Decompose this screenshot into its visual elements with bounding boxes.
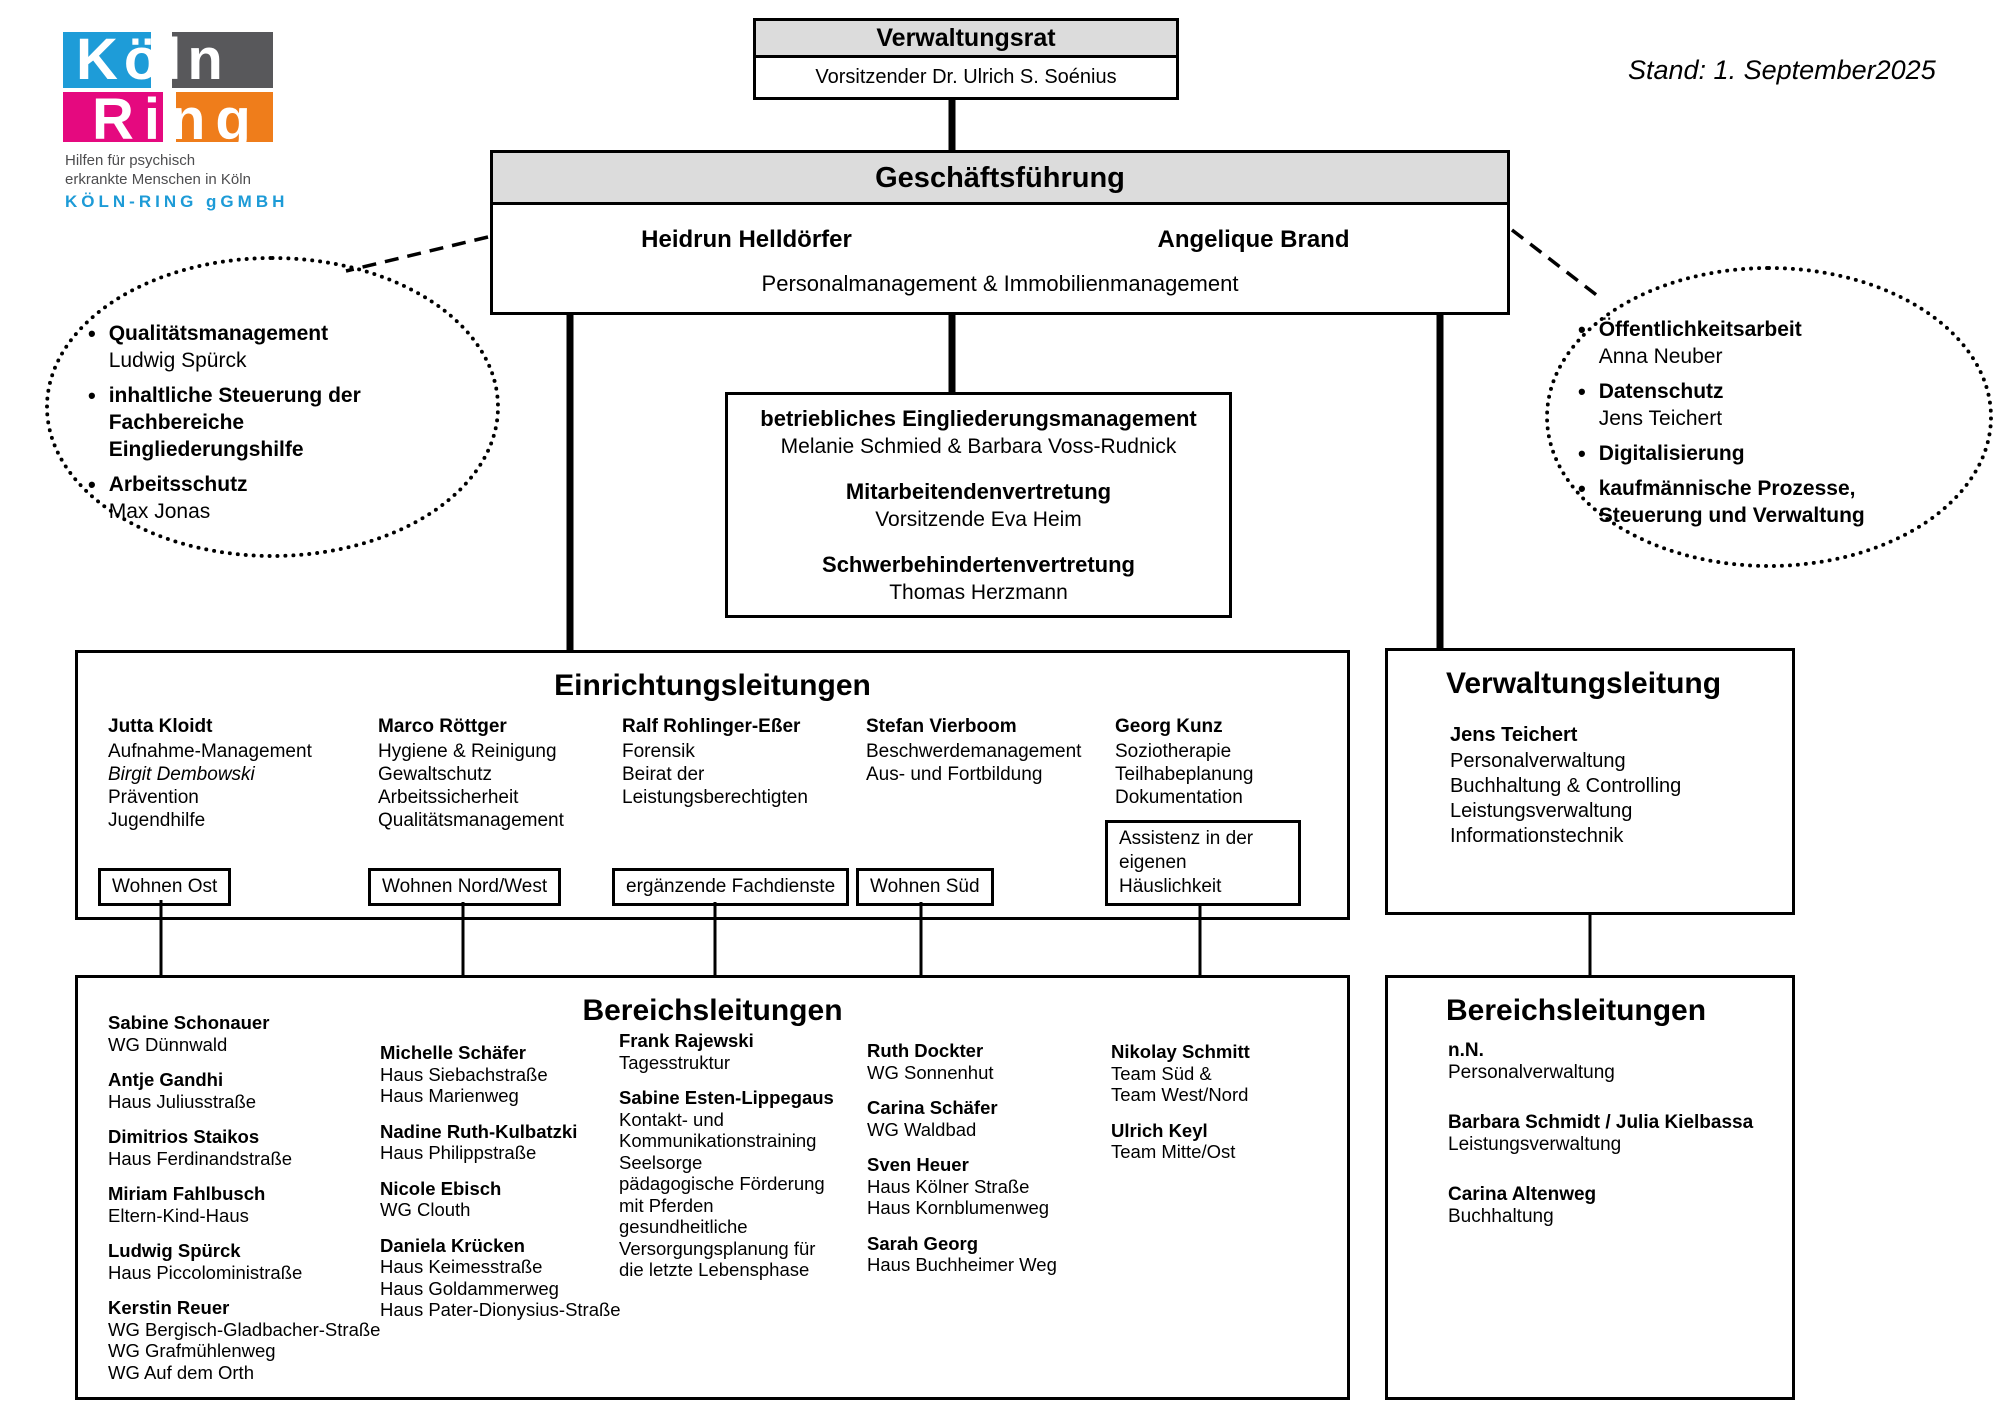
staff-section [728, 478, 1229, 534]
person-entry [867, 1097, 1057, 1140]
bubble-item-content [1599, 440, 1745, 467]
person-entry [619, 1030, 834, 1073]
person-responsibilities [1115, 740, 1370, 809]
person-name: Ralf Rohlinger-Eßer [622, 716, 801, 737]
logo-word-koeln: Köln [76, 27, 229, 92]
einrichtungsleitung-column [1115, 715, 1370, 917]
bubble-person: Ludwig Spürck [108, 349, 247, 372]
person-units [108, 1034, 380, 1056]
person-entry [867, 1233, 1057, 1276]
person-units [108, 1319, 380, 1384]
responsibility-line: Leistungsberechtigten [622, 787, 808, 808]
person-name: Jens Teichert [1450, 724, 1578, 746]
verwaltungsrat-title: Verwaltungsrat [756, 21, 1176, 58]
person-entry [108, 1183, 380, 1226]
person-units [108, 1091, 380, 1113]
person-units [867, 1119, 1057, 1141]
unit-line: Leistungsverwaltung [1448, 1134, 1622, 1155]
unit-line: Eltern-Kind-Haus [108, 1204, 249, 1226]
staff-section-title: betriebliches Eingliederungsmanagement [760, 406, 1197, 431]
staff-section-title: Mitarbeitendenvertretung [845, 479, 1112, 504]
unit-line: WG Dünnwald [108, 1033, 228, 1055]
person-responsibilities [1450, 749, 1681, 849]
person-entry [380, 1178, 621, 1221]
einrichtungsleitungen-title: Einrichtungsleitungen [554, 669, 871, 702]
responsibility-line: Informationstechnik [1450, 825, 1624, 847]
bereichsleitungen-column [1111, 1041, 1250, 1177]
bereichsleitungen-verwaltung-title: Bereichsleitungen [1446, 994, 1707, 1027]
logo-company-name: KÖLN-RING gGMBH [65, 192, 289, 211]
bereichsleitungen-column [108, 1012, 380, 1397]
person-units [108, 1262, 380, 1284]
person-name: Carina Schäfer [867, 1097, 998, 1118]
responsibility-line: Aus- und Fortbildung [866, 764, 1043, 785]
einrichtungsleitung-column [622, 715, 877, 917]
person-entry [619, 1087, 834, 1281]
person-entry [108, 1297, 380, 1383]
staff-section-title: Schwerbehindertenvertretung [822, 552, 1135, 577]
person-units [867, 1254, 1057, 1276]
responsibility-line: Forensik [622, 741, 695, 762]
bubble-item [1578, 316, 1878, 370]
bubble-item [88, 382, 438, 463]
bubble-item-content [109, 382, 438, 463]
column-entries [108, 1012, 380, 1383]
bereichsleitungen-box [75, 975, 1350, 1400]
bubble-item [1578, 475, 1878, 529]
unit-sub-box: ergänzende Fachdienste [612, 868, 849, 906]
person-name: Michelle Schäfer [380, 1042, 527, 1063]
unit-line: Haus Philippstraße [380, 1142, 537, 1163]
unit-line: Team Süd & [1111, 1062, 1212, 1084]
stand-date-label: Stand: 1. September2025 [1628, 55, 1936, 85]
bereichsleitungen-column [867, 1040, 1057, 1290]
person-name: Kerstin Reuer [108, 1297, 230, 1318]
person-name: Sabine Esten-Lippegaus [619, 1087, 834, 1108]
person-name: Dimitrios Staikos [108, 1126, 260, 1147]
bereichsleitungen-column [619, 1030, 834, 1295]
person-entry [108, 1069, 380, 1112]
bubble-topic: • Arbeitsschutz [108, 473, 248, 496]
bubble-item-content [109, 320, 328, 374]
person-name: Ruth Dockter [867, 1040, 984, 1061]
bubble-person: Max Jonas [108, 500, 211, 523]
person-name: Antje Gandhi [108, 1069, 224, 1090]
unit-line: WG Sonnenhut [867, 1061, 994, 1083]
person-entry [108, 1240, 380, 1283]
person-units [1448, 1206, 1753, 1228]
verwaltungsrat-box [753, 18, 1179, 100]
einrichtungsleitung-column [866, 715, 1121, 917]
person-entry [1448, 1112, 1753, 1156]
verwaltungsleitung-box [1385, 648, 1795, 915]
person-units [380, 1142, 621, 1164]
gf-person-left: Heidrun Helldörfer [641, 226, 852, 253]
bubble-item [1578, 440, 1878, 467]
responsibility-line: Buchhaltung & Controlling [1450, 775, 1682, 797]
person-name: Carina Altenweg [1448, 1184, 1597, 1205]
unit-line: Kommunikationstraining [619, 1130, 817, 1151]
responsibility-line: Dokumentation [1115, 787, 1243, 808]
person-name: n.N. [1448, 1040, 1484, 1061]
unit-sub-box: Wohnen Süd [856, 868, 994, 906]
bubble-topic: • inhaltliche Steuerung der Fachbereiche Eingliederungshilfe [108, 384, 361, 461]
einrichtungsleitung-column [108, 715, 363, 917]
geschaeftsfuehrung-names [493, 205, 1507, 254]
person-entry [1448, 1040, 1753, 1084]
unit-line: WG Grafmühlenweg [108, 1340, 276, 1361]
left-bubble-list [88, 320, 438, 533]
gf-person-right: Angelique Brand [1157, 226, 1350, 253]
person-units [108, 1205, 380, 1227]
einrichtungsleitungen-box [75, 650, 1350, 920]
person-units [1448, 1062, 1753, 1084]
person-name: Daniela Krücken [380, 1234, 525, 1256]
einrichtungsleitung-column [378, 715, 633, 917]
unit-line: Team Mitte/Ost [1111, 1141, 1236, 1162]
person-units [380, 1064, 621, 1107]
unit-line: pädagogische Förderung [619, 1173, 825, 1194]
bereichsleitungen-verwaltung-box [1385, 975, 1795, 1400]
staff-section [728, 551, 1229, 607]
bubble-topic: • Datenschutz [1598, 380, 1724, 403]
unit-line: Haus Kornblumenweg [867, 1197, 1050, 1218]
unit-line: die letzte Lebensphase [619, 1259, 810, 1280]
unit-line: Haus Ferdinandstraße [108, 1147, 293, 1169]
unit-line: Tagesstruktur [619, 1051, 731, 1073]
geschaeftsfuehrung-title: Geschäftsführung [493, 153, 1507, 205]
person-units [108, 1148, 380, 1170]
logo-tagline-line2: erkrankte Menschen in Köln [65, 171, 251, 188]
person-responsibilities [108, 740, 363, 832]
person-name: Barbara Schmidt / Julia Kielbassa [1448, 1112, 1754, 1133]
person-name: Frank Rajewski [619, 1030, 754, 1051]
verwaltung-entries [1448, 1040, 1753, 1256]
person-name: Sarah Georg [867, 1232, 979, 1254]
responsibility-line: Birgit Dembowski [108, 764, 255, 785]
bereichsleitungen-columns [78, 978, 1347, 1397]
person-name: Georg Kunz [1115, 716, 1223, 737]
logo-tagline [65, 151, 251, 189]
verwaltungsleitung-title: Verwaltungsleitung [1446, 667, 1722, 700]
person-name: Nicole Ebisch [380, 1177, 502, 1199]
person-responsibilities [378, 740, 633, 832]
person-responsibilities [622, 740, 877, 809]
person-units [1448, 1134, 1753, 1156]
person-entry [1111, 1120, 1250, 1163]
person-entry [108, 1012, 380, 1055]
unit-line: Haus Siebachstraße [380, 1063, 548, 1085]
unit-sub-box: Assistenz in der eigenen Häuslichkeit [1105, 820, 1301, 906]
responsibility-line: Hygiene & Reinigung [378, 741, 557, 762]
person-name: Nikolay Schmitt [1111, 1041, 1250, 1062]
person-entry [380, 1235, 621, 1321]
bubble-topic: • Öffentlichkeitsarbeit [1598, 318, 1802, 341]
person-entry [867, 1040, 1057, 1083]
person-entry [380, 1042, 621, 1107]
responsibility-line: Beschwerdemanagement [866, 741, 1082, 762]
einrichtungsleitungen-columns [78, 653, 1347, 917]
geschaeftsfuehrung-box [490, 150, 1510, 315]
responsibility-line: Gewaltschutz [378, 764, 493, 785]
person-entry [1111, 1041, 1250, 1106]
unit-line: Versorgungsplanung für [619, 1237, 816, 1259]
staff-section-person: Melanie Schmied & Barbara Voss-Rudnick [780, 435, 1177, 458]
bubble-topic: • Digitalisierung [1598, 442, 1745, 465]
person-entry [380, 1121, 621, 1164]
bubble-item [1578, 378, 1878, 432]
unit-line: Haus Keimesstraße [380, 1256, 543, 1277]
unit-line: WG Auf dem Orth [108, 1361, 254, 1383]
person-units [1111, 1063, 1250, 1106]
dashed-line-gf-right-bubble [1512, 230, 1603, 300]
person-units [867, 1062, 1057, 1084]
column-entries [867, 1040, 1057, 1276]
person-units [380, 1256, 621, 1321]
unit-line: Team West/Nord [1111, 1084, 1249, 1105]
unit-line: Haus Marienweg [380, 1085, 519, 1106]
bubble-person: Jens Teichert [1598, 407, 1723, 430]
person-units [867, 1176, 1057, 1219]
responsibility-line: Qualitätsmanagement [378, 810, 564, 831]
bubble-item [88, 471, 438, 525]
unit-line: Kontakt- und [619, 1108, 724, 1130]
responsibility-line: Arbeitssicherheit [378, 787, 519, 808]
person-name: Sabine Schonauer [108, 1012, 270, 1033]
bubble-topic: • kaufmännische Prozesse, Steuerung und Verwaltung [1598, 477, 1865, 527]
staff-section-person: Vorsitzende Eva Heim [875, 508, 1082, 531]
right-bubble-list [1578, 316, 1878, 537]
person-name: Nadine Ruth-Kulbatzki [380, 1120, 578, 1142]
unit-line: Haus Pater-Dionysius-Straße [380, 1299, 621, 1320]
person-units [619, 1109, 834, 1281]
person-name: Sven Heuer [867, 1154, 969, 1175]
person-name: Miriam Fahlbusch [108, 1183, 266, 1204]
person-responsibilities [866, 740, 1121, 786]
person-units [619, 1052, 834, 1074]
bubble-item-content [1599, 316, 1802, 370]
staff-section [728, 405, 1229, 461]
bubble-topic: • Qualitätsmanagement [108, 322, 329, 345]
person-name: Marco Röttger [378, 716, 507, 737]
responsibility-line: Soziotherapie [1115, 741, 1232, 762]
person-entry [1448, 1184, 1753, 1228]
staff-representatives-box [725, 392, 1232, 618]
bubble-person: Anna Neuber [1598, 345, 1723, 368]
person-entry [867, 1154, 1057, 1219]
person-name: Stefan Vierboom [866, 716, 1017, 737]
person-name: Ulrich Keyl [1111, 1119, 1208, 1141]
unit-line: Seelsorge [619, 1151, 703, 1173]
person-units [380, 1199, 621, 1221]
unit-line: Haus Piccoloministraße [108, 1261, 303, 1283]
bereichsleitungen-column [380, 1042, 621, 1335]
unit-line: Haus Kölner Straße [867, 1175, 1030, 1197]
unit-line: gesundheitliche [619, 1216, 748, 1237]
unit-line: Haus Juliusstraße [108, 1090, 257, 1112]
verwaltungsrat-chair: Vorsitzender Dr. Ulrich S. Soénius [815, 66, 1117, 88]
dashed-line-gf-left-bubble [346, 237, 488, 271]
person-units [1111, 1141, 1250, 1163]
unit-line: WG Clouth [380, 1199, 471, 1220]
column-entries [619, 1030, 834, 1281]
column-entries [1111, 1041, 1250, 1163]
responsibility-line: Beirat der [622, 764, 705, 785]
unit-line: WG Bergisch-Gladbacher-Straße [108, 1318, 381, 1340]
responsibility-line: Leistungsverwaltung [1450, 800, 1633, 822]
unit-sub-box: Wohnen Nord/West [368, 868, 561, 906]
staff-section-person: Thomas Herzmann [889, 581, 1068, 604]
bubble-item-content [109, 471, 248, 525]
gf-departments: Personalmanagement & Immobilienmanagement [761, 271, 1239, 296]
bubble-item-content [1599, 475, 1878, 529]
person-entry [108, 1126, 380, 1169]
unit-sub-box: Wohnen Ost [98, 868, 231, 906]
unit-line: Haus Goldammerweg [380, 1277, 559, 1299]
unit-line: mit Pferden [619, 1194, 714, 1216]
unit-line: Haus Buchheimer Weg [867, 1254, 1057, 1275]
logo-word-ring: Ring [92, 87, 261, 152]
unit-line: WG Waldbad [867, 1118, 977, 1140]
logo-tagline-line1: Hilfen für psychisch [65, 152, 196, 169]
responsibility-line: Aufnahme-Management [108, 741, 312, 762]
bereichsleitungen-title: Bereichsleitungen [582, 994, 843, 1027]
person-name: Jutta Kloidt [108, 716, 213, 737]
verwaltungsleitung-content [1450, 723, 1681, 849]
responsibility-line: Prävention [108, 787, 199, 808]
bubble-item [88, 320, 438, 374]
person-name: Ludwig Spürck [108, 1240, 241, 1261]
bubble-item-content [1599, 378, 1724, 432]
responsibility-line: Jugendhilfe [108, 810, 206, 831]
responsibility-line: Personalverwaltung [1450, 750, 1626, 772]
unit-line: Personalverwaltung [1448, 1062, 1615, 1083]
responsibility-line: Teilhabeplanung [1115, 764, 1254, 785]
unit-line: Buchhaltung [1448, 1206, 1554, 1227]
column-entries [380, 1042, 621, 1321]
